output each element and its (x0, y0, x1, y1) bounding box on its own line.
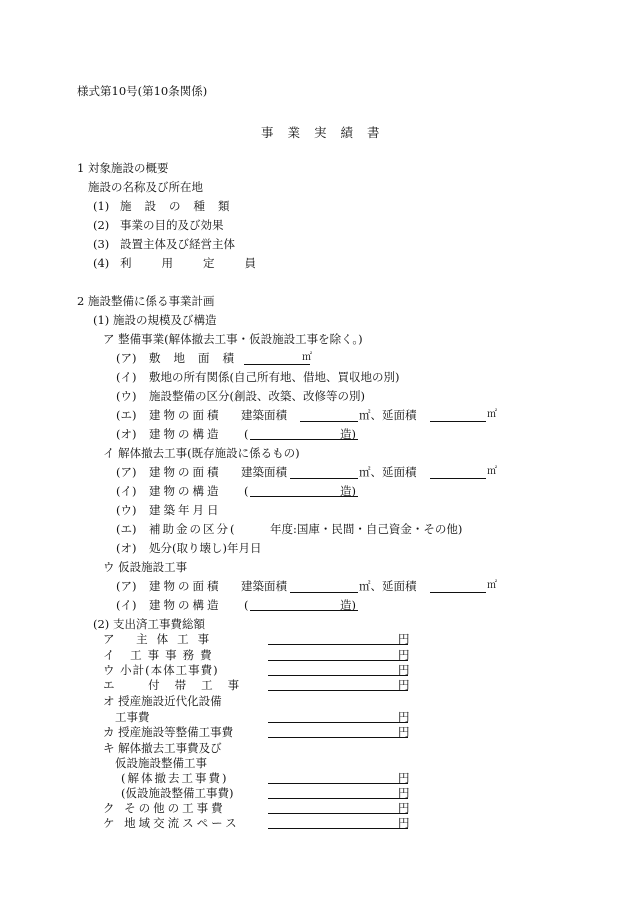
s2-b-r2-no: (イ) (116, 484, 137, 498)
s2-a-heading: ア 整備事業(解体撤去工事・仮設施設工事を除く。) (103, 332, 363, 346)
s2-b-r3-no: (ウ) (116, 503, 137, 517)
cost-e-label-1: オ 授産施設近代化設備 (103, 694, 222, 708)
s2-b-r4-rest: 年度:国庫・民間・自己資金・その他) (270, 522, 463, 536)
s2-a-r3-no: (ウ) (116, 389, 137, 403)
s1-item-3-label: 設置主体及び経営主体 (120, 237, 235, 251)
s2-a-r4-building-area: 建築面積 (241, 408, 287, 422)
cost-b-line (268, 660, 408, 661)
s2-b-r5-label: 処分(取り壊し)年月日 (149, 541, 262, 555)
s2-a-r1-unit: ㎡ (302, 352, 312, 363)
s2-a-r1-label: 敷地面積 (149, 351, 247, 365)
s2-a-r2-no: (イ) (116, 370, 137, 384)
cost-g-demolition-line (268, 783, 408, 784)
a-building-area-line (300, 421, 358, 422)
cost-a-unit: 円 (398, 632, 410, 646)
s2-b-r2-label: 建物の構造 (149, 484, 222, 498)
s2-c-heading: ウ 仮設施設工事 (103, 560, 188, 574)
s1-item-1-label: 施設の種類 (120, 199, 243, 213)
form-number: 様式第10号(第10条関係) (77, 84, 208, 98)
b-floor-area-line (430, 478, 486, 479)
cost-g-temporary-unit: 円 (398, 786, 410, 800)
s2-b-r1-building-area: 建築面積 (241, 465, 287, 479)
s2-b-r4-label: 補助金の区分( (149, 522, 237, 536)
cost-i-label: ケ 地域交流スペース (103, 816, 240, 830)
s2-b-heading: イ 解体撤去工事(既存施設に係るもの) (103, 446, 300, 460)
cost-e-line (268, 722, 408, 723)
cost-d-line (268, 690, 408, 691)
c-building-area-line (290, 592, 358, 593)
s2-b-r2-close: 造) (340, 484, 356, 498)
s2-a-r1-no: (ア) (116, 351, 137, 365)
cost-e-label-2: 工事費 (115, 710, 150, 724)
s1-item-1-no: (1) (93, 199, 110, 213)
s2-a-r5-label: 建物の構造 (149, 427, 222, 441)
cost-f-line (268, 737, 408, 738)
s2-a-r5-open: ( (244, 427, 249, 441)
s2-p2-heading: (2) 支出済工事費総額 (93, 617, 205, 631)
b-building-area-line (290, 478, 358, 479)
cost-g-label-1: キ 解体撤去工事費及び (103, 741, 222, 755)
cost-f-label: カ 授産施設等整備工事費 (103, 725, 234, 739)
s2-b-r5-no: (オ) (116, 541, 137, 555)
s2-b-r3-label: 建築年月日 (149, 503, 222, 517)
s2-a-r4-no: (エ) (116, 408, 137, 422)
cost-a-label: ア 主体工事 (103, 632, 219, 646)
cost-g-temporary-line (268, 798, 408, 799)
cost-c-label: ウ 小計(本体工事費) (103, 663, 219, 677)
cost-h-label: ク その他の工事費 (103, 801, 226, 815)
document-title: 事業実績書 (261, 125, 394, 140)
cost-g-temporary-label: (仮設施設整備工事費) (121, 786, 234, 800)
cost-d-label: エ 付帯工事 (103, 678, 255, 692)
s2-a-r4-unit: ㎡ (487, 409, 497, 420)
s1-item-2-label: 事業の目的及び効果 (120, 218, 224, 232)
cost-h-unit: 円 (398, 801, 410, 815)
s2-c-r1-unit: ㎡ (487, 580, 497, 591)
s2-b-r1-label: 建物の面積 (149, 465, 222, 479)
s2-c-r1-building-area: 建築面積 (241, 579, 287, 593)
s2-a-r3-label: 施設整備の区分(創設、改築、改修等の別) (149, 389, 365, 403)
cost-b-unit: 円 (398, 648, 410, 662)
cost-c-line (268, 675, 408, 676)
cost-h-line (268, 813, 408, 814)
cost-e-unit: 円 (398, 710, 410, 724)
s2-b-r1-no: (ア) (116, 465, 137, 479)
site-area-line (244, 364, 310, 365)
s2-a-r5-close: 造) (340, 427, 356, 441)
s2-c-r2-label: 建物の構造 (149, 598, 222, 612)
facility-name-location: 施設の名称及び所在地 (88, 180, 203, 194)
s2-a-r4-mid: ㎡、延面積 (359, 408, 417, 422)
s1-item-2-no: (2) (93, 218, 110, 232)
s1-item-3-no: (3) (93, 237, 110, 251)
s2-b-r2-open: ( (244, 484, 249, 498)
s2-c-r1-label: 建物の面積 (149, 579, 222, 593)
cost-d-unit: 円 (398, 678, 410, 692)
s2-c-r2-open: ( (244, 598, 249, 612)
section-2-heading: 2 施設整備に係る事業計画 (77, 294, 215, 308)
cost-g-demolition-unit: 円 (398, 771, 410, 785)
cost-i-line (268, 828, 408, 829)
s2-a-r5-no: (オ) (116, 427, 137, 441)
s1-item-4-no: (4) (93, 256, 110, 270)
cost-a-line (268, 644, 408, 645)
cost-c-unit: 円 (398, 663, 410, 677)
s2-b-r4-no: (エ) (116, 522, 137, 536)
s2-c-r2-no: (イ) (116, 598, 137, 612)
cost-g-demolition-label: (解体撤去工事費) (121, 771, 229, 785)
s1-item-4-label: 利用定員 (120, 256, 286, 270)
s2-a-r4-label: 建物の面積 (149, 408, 222, 422)
cost-i-unit: 円 (398, 816, 410, 830)
cost-b-label: イ 工事事務費 (103, 648, 218, 662)
s2-c-r1-mid: ㎡、延面積 (359, 579, 417, 593)
a-floor-area-line (430, 421, 486, 422)
s2-b-r1-unit: ㎡ (487, 466, 497, 477)
s2-p1-heading: (1) 施設の規模及び構造 (93, 313, 217, 327)
cost-f-unit: 円 (398, 725, 410, 739)
c-floor-area-line (430, 592, 486, 593)
s2-c-r2-close: 造) (340, 598, 356, 612)
cost-g-label-2: 仮設施設整備工事 (115, 756, 207, 770)
s2-a-r2-label: 敷地の所有関係(自己所有地、借地、買収地の別) (149, 370, 400, 384)
s2-c-r1-no: (ア) (116, 579, 137, 593)
section-1-heading: 1 対象施設の概要 (77, 161, 169, 175)
s2-b-r1-mid: ㎡、延面積 (359, 465, 417, 479)
